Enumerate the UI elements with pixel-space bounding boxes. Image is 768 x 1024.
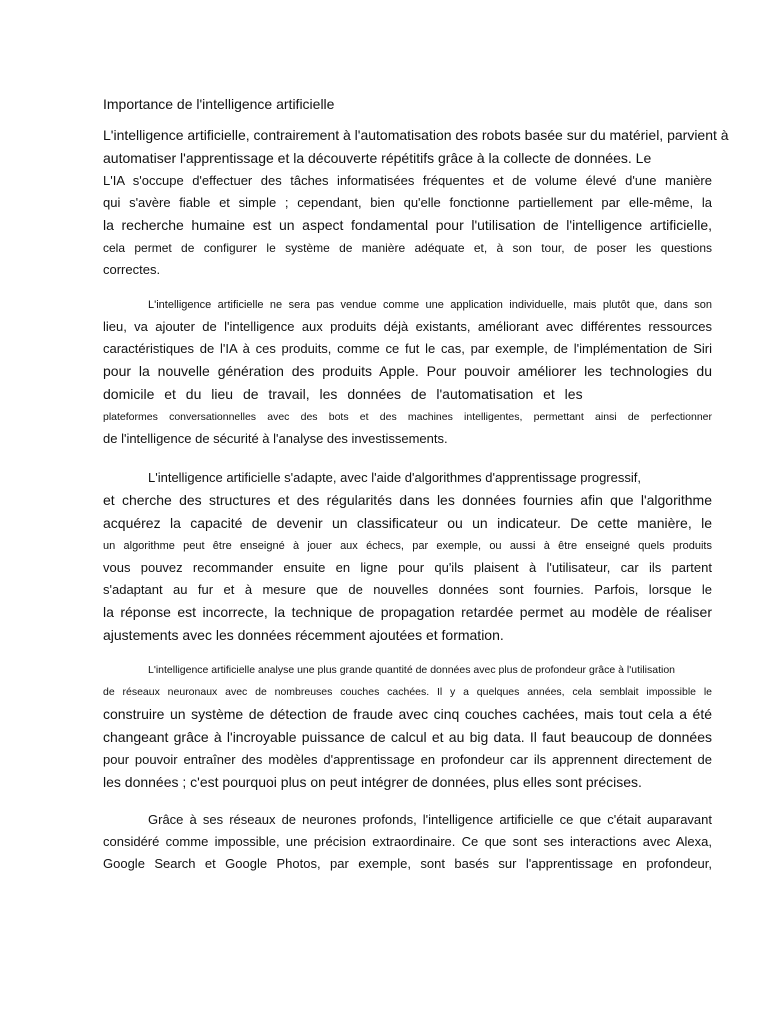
text-line: ajustements avec les données récemment ajoutées et formation. [103, 627, 504, 643]
text-line: vous pouvez recommander ensuite en ligne pour qu'ils plaisent à l'utilisateur, car ils partent [103, 560, 712, 575]
text-line: qui s'avère fiable et simple ; cependant, bien qu'elle fonctionne partiellement par elle-même, la [103, 195, 712, 210]
text-line: pour la nouvelle génération des produits Apple. Pour pouvoir améliorer les technologies du [103, 363, 712, 379]
paragraph-4 [103, 659, 712, 794]
text-line: caractéristiques de l'IA à ces produits, comme ce fut le cas, par exemple, de l'implémentation de Siri [103, 341, 712, 356]
text-line: et cherche des structures et des régularités dans les données fournies afin que l'algorithme [103, 492, 712, 508]
text-line: plateformes conversationnelles avec des bots et des machines intelligentes, permettant ainsi de perfectionner [103, 411, 712, 423]
text-line: cela permet de configurer le système de manière adéquate et, à son tour, de poser les questions [103, 241, 712, 255]
paragraph-5 [103, 809, 712, 875]
document-title: Importance de l'intelligence artificielle [103, 96, 335, 112]
text-line: domicile et du lieu de travail, les données de l'automatisation et les [103, 386, 583, 402]
text-line: automatiser l'apprentissage et la découverte répétitifs grâce à la collecte de données. Le [103, 150, 652, 166]
paragraph-3 [103, 467, 712, 647]
text-line: la réponse est incorrecte, la technique de propagation retardée permet au modèle de réaliser [103, 604, 712, 620]
text-line: L'intelligence artificielle ne sera pas vendue comme une application individuelle, mais plutôt que, dans son [148, 299, 712, 311]
text-line: Google Search et Google Photos, par exemple, sont basés sur l'apprentissage en profondeur, [103, 856, 712, 871]
text-line: L'intelligence artificielle s'adapte, avec l'aide d'algorithmes d'apprentissage progressif, [148, 470, 641, 485]
text-line: un algorithme peut être enseigné à jouer aux échecs, par exemple, ou aussi à être enseigné quels produits [103, 540, 712, 552]
text-line: s'adaptant au fur et à mesure que de nouvelles données sont fournies. Parfois, lorsque le [103, 582, 712, 597]
text-line: les données ; c'est pourquoi plus on peut intégrer de données, plus elles sont précises. [103, 774, 642, 790]
text-line: Grâce à ses réseaux de neurones profonds, l'intelligence artificielle ce que c'était auparavant [148, 812, 712, 827]
text-line: construire un système de détection de fraude avec cinq couches cachées, mais tout cela a été [103, 706, 712, 722]
text-line: considéré comme impossible, une précision extraordinaire. Ce que sont ses interactions avec Alexa, [103, 834, 712, 849]
text-line: correctes. [103, 262, 161, 277]
text-line: changeant grâce à l'incroyable puissance de calcul et au big data. Il faut beaucoup de données [103, 729, 712, 745]
text-line: de réseaux neuronaux avec de nombreuses couches cachées. Il y a quelques années, cela semblait impossible le [103, 686, 712, 698]
paragraph-2 [103, 294, 712, 450]
text-line: L'intelligence artificielle, contrairement à l'automatisation des robots basée sur du matériel, parvient à [103, 127, 729, 143]
text-line: de l'intelligence de sécurité à l'analyse des investissements. [103, 431, 448, 446]
text-line: L'intelligence artificielle analyse une plus grande quantité de données avec plus de profondeur grâce à l'utilisation [148, 664, 676, 676]
text-line: L'IA s'occupe d'effectuer des tâches informatisées fréquentes et de volume élevé d'une manière [103, 173, 712, 188]
text-line: lieu, va ajouter de l'intelligence aux produits déjà existants, améliorant avec différentes ressources [103, 319, 712, 334]
text-line: acquérez la capacité de devenir un classificateur ou un indicateur. De cette manière, le [103, 515, 712, 531]
text-line: la recherche humaine est un aspect fondamental pour l'utilisation de l'intelligence artificielle, [103, 217, 712, 233]
text-line: pour pouvoir entraîner des modèles d'apprentissage en profondeur car ils apprennent directement de [103, 752, 712, 767]
paragraph-1 [103, 124, 729, 281]
